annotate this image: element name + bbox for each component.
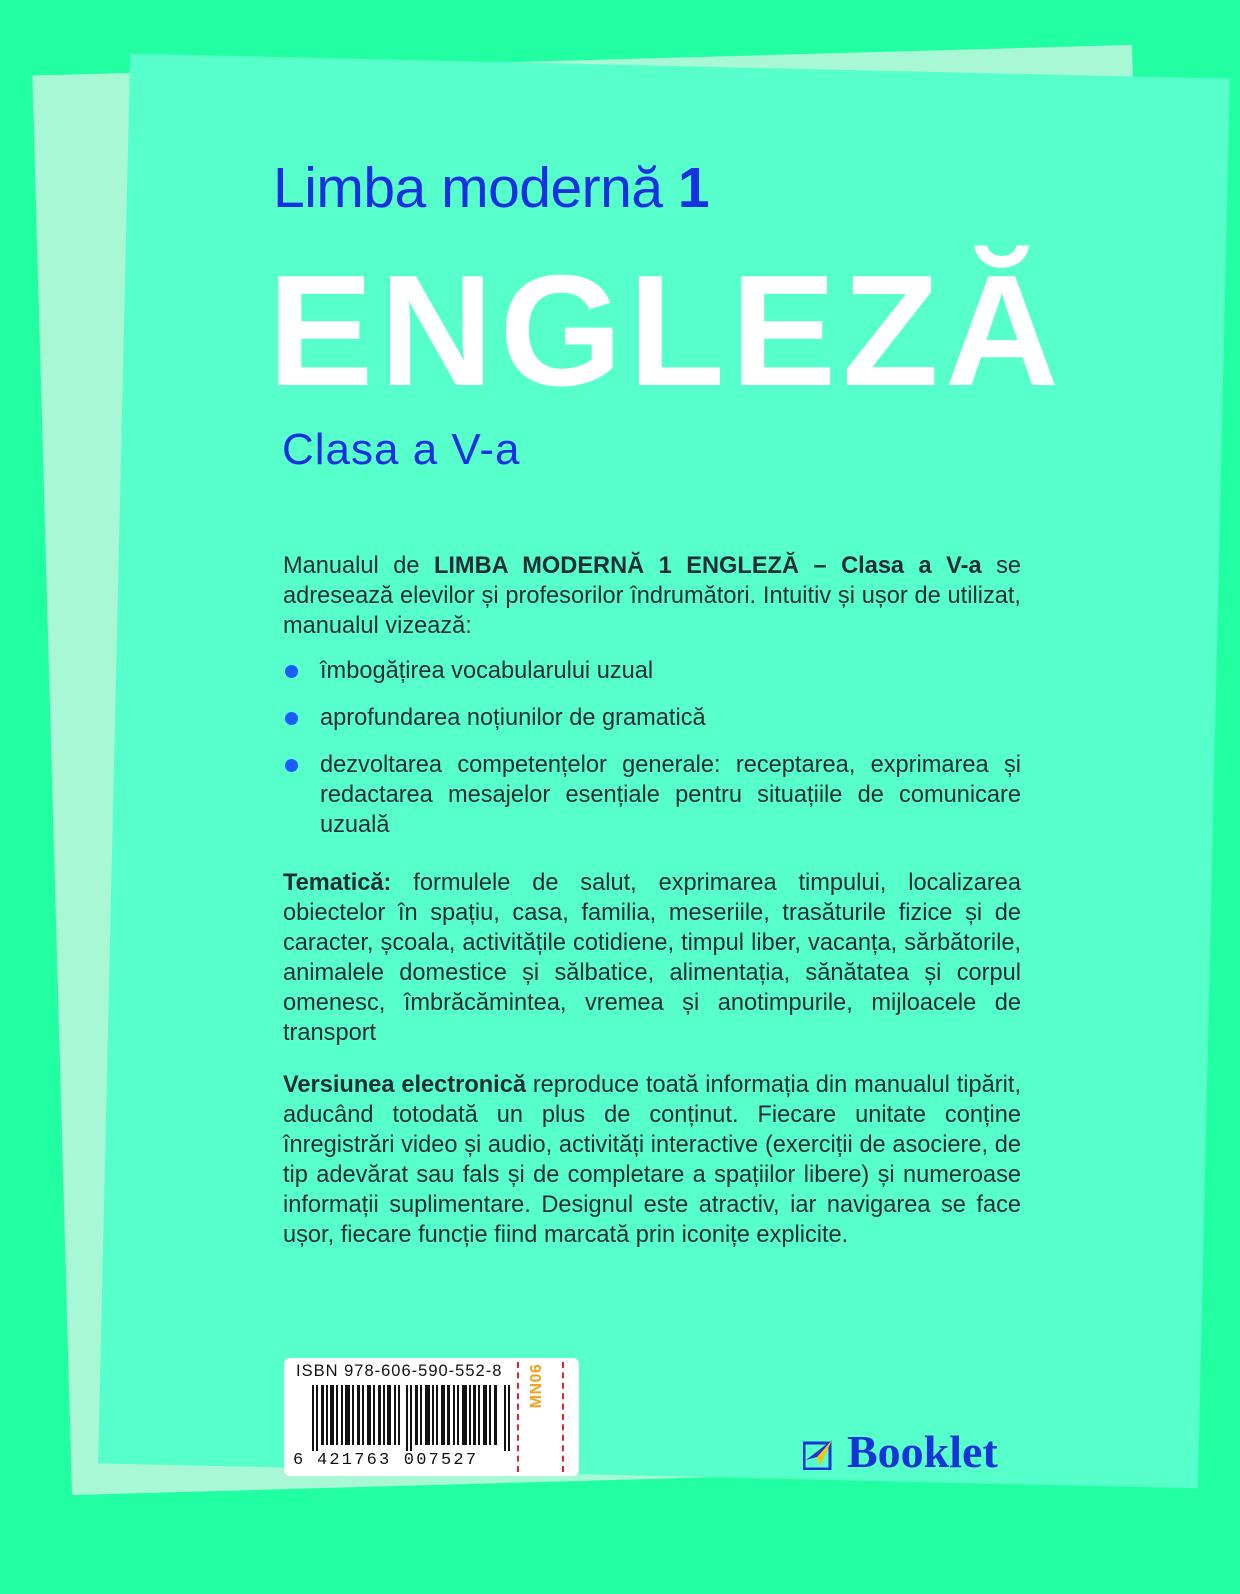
dashed-divider — [562, 1362, 564, 1472]
list-item: aprofundarea noțiunilor de gramatică — [283, 703, 1021, 733]
publisher-logo — [803, 1426, 1033, 1482]
paper-plane-icon — [803, 1438, 833, 1470]
ean-digits: 421763 007527 — [317, 1451, 479, 1470]
intro-paragraph: Manualul de LIMBA MODERNĂ 1 ENGLEZĂ – Clasa a V-a se adresează elevilor și profesorilor îndrumători. Intuitiv și ușor de utilizat, manualul vizează: — [283, 553, 1021, 639]
topics-label: Tematică: — [283, 870, 392, 896]
bullet-dot-icon — [285, 759, 298, 772]
barcode-image — [312, 1385, 512, 1451]
language-title: ENGLEZĂ — [268, 243, 1065, 419]
bullet-dot-icon — [285, 665, 298, 678]
objectives-list — [283, 656, 1021, 857]
isbn-barcode-label — [284, 1358, 579, 1476]
electronic-label: Versiunea electronică — [283, 1072, 526, 1098]
product-code: MN06 — [528, 1363, 545, 1409]
publisher-name: Booklet — [847, 1426, 998, 1477]
subject-title: Limba modernă 1 — [273, 156, 710, 220]
subject-number: 1 — [677, 156, 710, 220]
list-item: îmbogățirea vocabularului uzual — [283, 656, 1021, 686]
isbn-number: ISBN 978-606-590-552-8 — [296, 1362, 503, 1380]
bullet-dot-icon — [285, 712, 298, 725]
electronic-version-paragraph: Versiunea electronică reproduce toată informația din manualul tipărit, aducând totodată un plus de conținut. Fiecare unitate conține înregistrări video și audio, activități interactive (exerciții de asociere, de tip adevărat sau fals și de completare a spațiilor libere) și numeroase informații suplimentare. Designul este atractiv, iar navigarea se face ușor, fiecare funcție fiind marcată prin iconițe explicite. — [283, 1072, 1022, 1248]
ean-first-digit: 6 — [293, 1451, 304, 1470]
list-item: dezvoltarea competențelor generale: receptarea, exprimarea și redactarea mesajelor esențiale pentru situațiile de comunicare uzuală — [283, 750, 1021, 840]
topics-paragraph: Tematică: formulele de salut, exprimarea timpului, localizarea obiectelor în spațiu, casa, familia, meseriile, trasăturile fizice și de caracter, școala, activitățile cotidiene, timpul liber, vacanța, sărbătorile, animalele domestice și sălbatice, alimentația, sănătatea și corpul omenesc, îmbrăcămintea, vremea și anotimpurile, mijloacele de transport — [283, 870, 1021, 1046]
dashed-divider — [517, 1362, 519, 1472]
grade-label: Clasa a V-a — [282, 425, 521, 474]
